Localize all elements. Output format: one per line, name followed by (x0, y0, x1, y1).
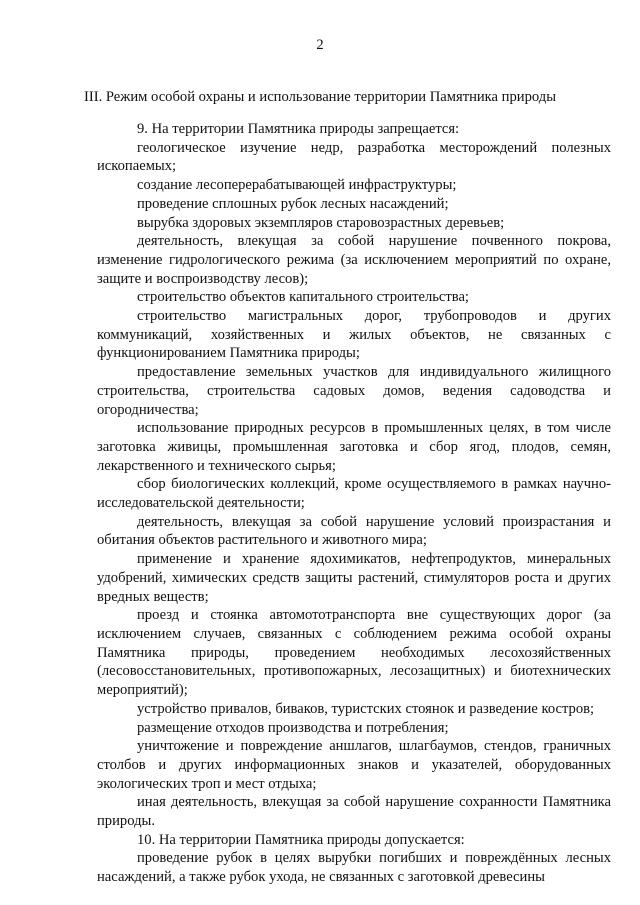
paragraph: проезд и стоянка автомототранспорта вне существующих дорог (за исключением случаев, связанных с соблюдением режима особой охраны Памятника природы, проведением необходимых лесохозяйственных (лесовосстановительных, противопожарных, лесозащитных) и биотехнических мероприятий); (97, 607, 611, 699)
page-number: 2 (316, 37, 324, 53)
paragraph: предоставление земельных участков для индивидуального жилищного строительства, строительства садовых домов, ведения садоводства и огородничества; (97, 364, 611, 418)
paragraph: уничтожение и повреждение аншлагов, шлагбаумов, стендов, граничных столбов и других информационных знаков и указателей, оборудованных экологических троп и мест отдыха; (97, 738, 611, 792)
paragraph: 10. На территории Памятника природы допускается: (137, 831, 465, 848)
paragraph: использование природных ресурсов в промышленных целях, в том числе заготовка живицы, промышленная заготовка и сбор ягод, плодов, семян, лекарственного и технического сырья; (97, 420, 611, 474)
paragraph: применение и хранение ядохимикатов, нефтепродуктов, минеральных удобрений, химических средств защиты растений, стимуляторов роста и других вредных веществ; (97, 551, 611, 605)
paragraph: деятельность, влекущая за собой нарушение почвенного покрова, изменение гидрологического режима (за исключением мероприятий по охране, защите и воспроизводству лесов); (97, 233, 611, 287)
paragraph: устройство привалов, биваков, туристских стоянок и разведение костров; (137, 700, 595, 717)
paragraph: проведение рубок в целях вырубки погибших и повреждённых лесных насаждений, а также рубок ухода, не связанных с заготовкой древесины (97, 850, 611, 886)
paragraph: проведение сплошных рубок лесных насаждений; (137, 195, 449, 212)
paragraph: размещение отходов производства и потребления; (137, 719, 449, 736)
section-heading: III. Режим особой охраны и использование территории Памятника природы (83, 89, 557, 105)
paragraph: деятельность, влекущая за собой нарушение условий произрастания и обитания объектов растительного и животного мира; (97, 513, 611, 549)
paragraph: иная деятельность, влекущая за собой нарушение сохранности Памятника природы. (97, 794, 611, 830)
paragraph: строительство магистральных дорог, трубопроводов и других коммуникаций, хозяйственных и жилых объектов, не связанных с функционированием Памятника природы; (97, 308, 611, 362)
paragraph: геологическое изучение недр, разработка месторождений полезных ископаемых; (97, 139, 611, 175)
paragraph: вырубка здоровых экземпляров старовозрастных деревьев; (137, 214, 505, 231)
paragraph: создание лесоперерабатывающей инфраструктуры; (137, 177, 457, 194)
paragraph: строительство объектов капитального строительства; (137, 289, 469, 306)
paragraph: сбор биологических коллекций, кроме осуществляемого в рамках научно-исследовательской деятельности; (97, 476, 611, 512)
document-body (97, 120, 611, 887)
paragraph: 9. На территории Памятника природы запрещается: (137, 121, 460, 137)
